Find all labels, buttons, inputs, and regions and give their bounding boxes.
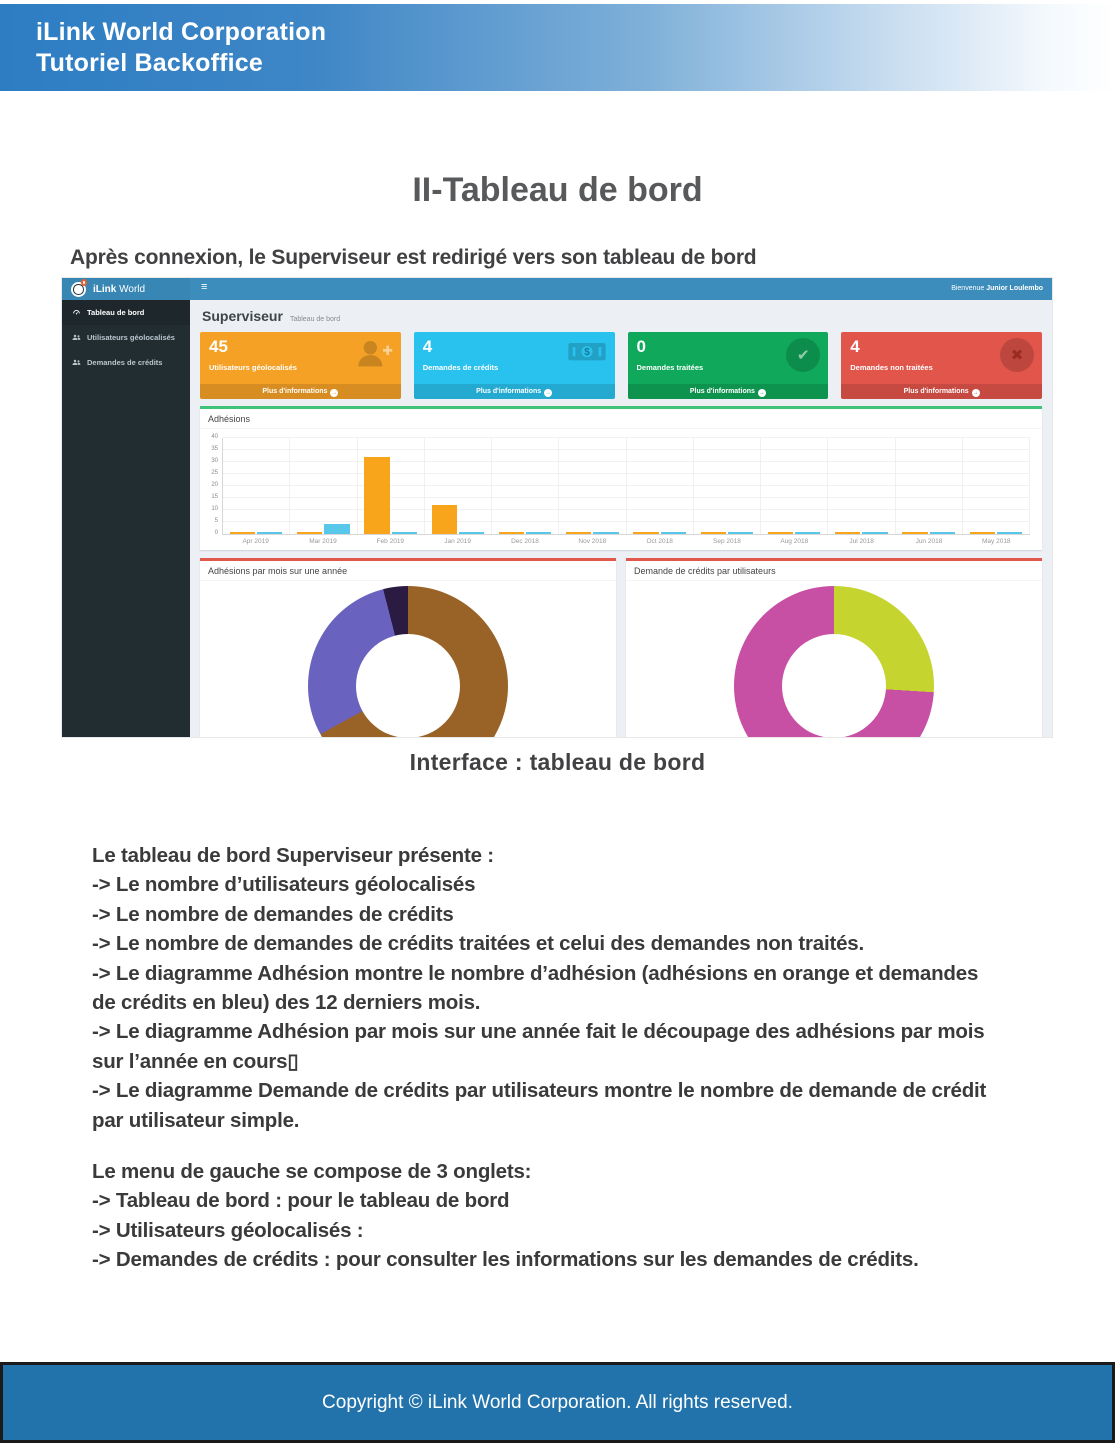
x-tick-label: Feb 2019 [376,538,405,545]
y-tick-label: 0 [214,530,218,536]
x-tick-label: Sep 2018 [713,538,741,545]
donut-panel-title: Adhésions par mois sur une année [200,561,616,581]
y-tick-label: 35 [211,446,218,452]
svg-text:$: $ [583,347,590,359]
sidebar-item-tableau-de-bord[interactable] [62,300,190,325]
sidebar-item-demandes-de-credits[interactable] [62,350,190,375]
y-tick-label: 10 [211,506,218,512]
top-navbar [190,278,1052,300]
brand-text: iLink World [93,283,146,295]
bar-Demandes de crédits [930,532,955,534]
intro-text: Après connexion, le Superviseur est redirigé vers son tableau de bord [70,246,757,269]
bar-Demandes de crédits [997,532,1022,534]
x-tick-label: Apr 2019 [242,538,269,545]
arrow-circle-icon: → [972,390,979,396]
donut-chart-area [626,581,1042,737]
sidebar-item-label: Demandes de crédits [87,358,163,367]
bar-chart-x-labels [222,538,1030,545]
donut-chart [734,586,934,737]
banner-line1: iLink World Corporation [36,18,327,46]
x-tick-label: Nov 2018 [578,538,607,545]
more-info-link[interactable]: Plus d'informations → [200,384,401,399]
donut-hole [356,634,460,737]
bar-chart-y-axis [206,434,222,536]
bar-slot [425,438,492,534]
bar-Adhésions [701,532,726,534]
bar-Demandes de crédits [324,524,349,534]
bar-chart [200,429,1042,550]
text-line: -> Le diagramme Adhésion par mois sur une année fait le découpage des adhésions par mois [92,1020,985,1044]
text-line: -> Utilisateurs géolocalisés : [92,1218,364,1242]
bar-Adhésions [432,505,457,534]
adhesions-panel-title: Adhésions [200,409,1042,429]
bar-Demandes de crédits [661,532,686,534]
text-line: -> Demandes de crédits : pour consulter les informations sur les demandes de crédits. [92,1248,919,1272]
y-tick-label: 15 [211,494,218,500]
text-line: Le menu de gauche se compose de 3 onglets: [92,1160,532,1183]
bar-Adhésions [364,457,389,534]
bar-slot [492,438,559,534]
bar-slot [290,438,357,534]
sidebar [62,300,190,737]
brand-area [62,278,190,300]
bar-chart-plot [222,438,1030,535]
x-tick-label: Jun 2018 [915,538,943,545]
bar-slot [828,438,895,534]
bar-Adhésions [835,532,860,534]
page-heading-title: Superviseur [202,308,283,324]
figure-caption: Interface : tableau de bord [409,749,706,775]
text-line: -> Tableau de bord : pour le tableau de bord [92,1189,510,1213]
info-box-demandes-traitees [628,332,829,399]
dashboard-screenshot [62,278,1052,737]
page-heading [202,308,1042,324]
bar-Adhésions [633,532,658,534]
sidebar-item-utilisateurs-geolocalises[interactable] [62,325,190,350]
bar-slot [559,438,626,534]
text-line: -> Le nombre d’utilisateurs géolocalisés [92,873,476,897]
breadcrumb: Tableau de bord [289,316,341,323]
document-banner [0,4,1115,91]
bar-slot [896,438,963,534]
x-tick-label: Jan 2019 [444,538,472,545]
bar-Adhésions [230,532,255,534]
text-line: Le tableau de bord Superviseur présente : [92,844,494,867]
bar-Adhésions [970,532,995,534]
donut-panel-title: Demande de crédits par utilisateurs [626,561,1042,581]
banknote-icon [567,338,607,369]
section-title: II-Tableau de bord [412,171,703,209]
bar-Demandes de crédits [862,532,887,534]
adhesions-panel [200,406,1042,550]
x-tick-label: Mar 2019 [309,538,337,545]
bar-slot [358,438,425,534]
text-line: -> Le diagramme Adhésion montre le nombre d’adhésion (adhésions en orange et demandes [92,961,979,985]
bar-Demandes de crédits [593,532,618,534]
bar-slot [223,438,290,534]
check-circle-icon: ✔ [786,338,820,372]
ilink-logo-icon [71,282,86,297]
y-tick-label: 25 [211,470,218,476]
text-line: sur l’année en cours▯ [92,1049,299,1073]
bar-Demandes de crédits [526,532,551,534]
info-box-label: Utilisateurs géolocalisés [209,363,297,372]
menu-toggle-icon[interactable]: ≡ [201,281,208,293]
more-info-link[interactable]: Plus d'informations → [841,384,1042,399]
bar-slot [761,438,828,534]
body-text [92,841,1042,1135]
donut-chart [308,586,508,737]
banner-line2: Tutoriel Backoffice [36,49,263,77]
info-box-value: 4 [422,337,433,356]
bar-Adhésions [566,532,591,534]
sidebar-item-label: Tableau de bord [87,308,145,317]
bar-Demandes de crédits [257,532,282,534]
info-box-label: Demandes de crédits [422,363,499,372]
x-tick-label: Aug 2018 [780,538,809,545]
info-box-label: Demandes traitées [636,363,704,372]
y-tick-label: 20 [211,482,218,488]
text-line: de crédits en bleu) des 12 derniers mois. [92,991,481,1015]
x-tick-label: Oct 2018 [646,538,673,545]
info-box-utilisateurs [200,332,401,399]
dashboard-content [190,300,1052,737]
info-box-value: 4 [850,337,860,356]
user-menu[interactable]: Bienvenue Junior Loulembo [951,285,1043,292]
menu-text [92,1157,1042,1275]
arrow-circle-icon: → [758,390,765,396]
info-box-value: 45 [209,337,228,356]
info-box-value: 0 [636,337,646,356]
x-tick-label: May 2018 [982,538,1011,545]
bar-Demandes de crédits [728,532,753,534]
more-info-link[interactable]: Plus d'informations → [628,384,829,399]
info-box-demandes-credits [414,332,615,399]
bar-slot [963,438,1030,534]
donut-row [200,558,1042,737]
bar-Adhésions [768,532,793,534]
users-icon [72,333,81,342]
demande-credits-panel [626,558,1042,737]
y-tick-label: 30 [211,458,218,464]
adhesions-par-mois-panel [200,558,616,737]
x-tick-label: Jul 2018 [849,538,874,545]
copyright-text: Copyright © iLink World Corporation. All rights reserved. [322,1391,793,1413]
x-tick-label: Dec 2018 [511,538,539,545]
more-info-link[interactable]: Plus d'informations → [414,384,615,399]
donut-chart-area [200,581,616,737]
bar-slot [694,438,761,534]
user-plus-icon [357,338,393,373]
bar-Adhésions [499,532,524,534]
bar-slot [627,438,694,534]
y-tick-label: 5 [214,518,218,524]
bar-Adhésions [902,532,927,534]
gauge-icon [72,308,81,317]
x-circle-icon: ✖ [1000,338,1034,372]
bar-Demandes de crédits [459,532,484,534]
bar-Demandes de crédits [795,532,820,534]
y-tick-label: 40 [211,434,218,440]
bar-Adhésions [297,532,322,534]
text-line: -> Le nombre de demandes de crédits traitées et celui des demandes non traités. [92,932,864,956]
users-icon [72,358,81,367]
text-line: par utilisateur simple. [92,1108,300,1132]
sidebar-item-label: Utilisateurs géolocalisés [87,333,175,342]
page-footer [0,1362,1115,1443]
text-line: -> Le diagramme Demande de crédits par utilisateurs montre le nombre de demande de crédit [92,1079,987,1103]
text-line: -> Le nombre de demandes de crédits [92,902,454,926]
info-box-row [200,332,1042,399]
info-box-demandes-non-traitees [841,332,1042,399]
donut-hole [782,634,886,737]
info-box-label: Demandes non traitées [850,363,933,372]
arrow-circle-icon: → [545,390,552,396]
bar-Demandes de crédits [392,532,417,534]
arrow-circle-icon: → [331,390,338,396]
